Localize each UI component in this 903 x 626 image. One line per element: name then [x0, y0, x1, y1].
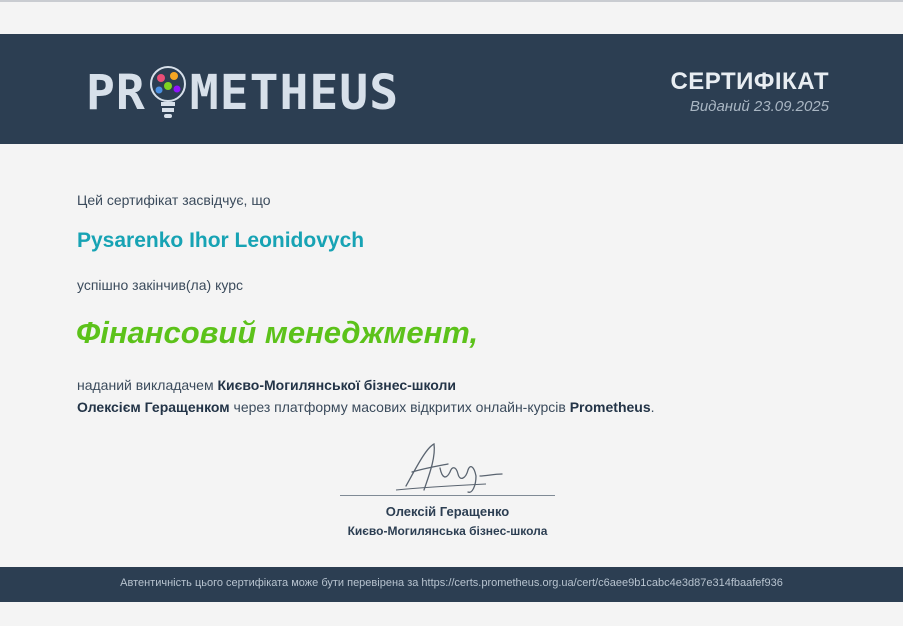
course-title: Фінансовий менеджмент,: [76, 315, 479, 350]
via-text: через платформу масових відкритих онлайн-курсів: [229, 399, 570, 415]
signer-name: Олексій Геращенко: [385, 504, 510, 519]
logo-text-left: PR: [86, 65, 146, 121]
issue-date: Виданий 23.09.2025: [689, 98, 829, 115]
teacher-name: Олексієм Геращенком: [77, 399, 230, 415]
verification-text: Автентичність цього сертифіката може бути перевірена за https://certs.prometheus.org.ua/cert/c6aee9b1cabc4e3d87e314fbaafef936: [120, 577, 783, 589]
provider-prefix: наданий викладачем: [77, 377, 218, 393]
logo-text-right: METHEUS: [189, 65, 400, 121]
top-border: [0, 0, 903, 2]
signer-organization: Києво-Могилянська бізнес-школа: [347, 524, 548, 538]
institution-name: Києво-Могилянської бізнес-школи: [217, 377, 456, 393]
handwritten-signature: [376, 438, 526, 498]
lightbulb-icon: [148, 64, 188, 122]
sentence-end: .: [650, 399, 655, 415]
prometheus-logo: [86, 64, 399, 122]
intro-text: Цей сертифікат засвідчує, що: [77, 192, 271, 208]
platform-name: Prometheus: [569, 399, 651, 415]
certificate-header: [0, 34, 903, 144]
recipient-name: Pysarenko Ihor Leonidovych: [77, 229, 365, 252]
certificate-footer: [0, 567, 903, 602]
signature-line: [340, 495, 555, 496]
completed-text: успішно закінчив(ла) курс: [77, 277, 243, 293]
certificate-title: СЕРТИФІКАТ: [670, 68, 829, 95]
course-provider-text: [77, 374, 837, 418]
